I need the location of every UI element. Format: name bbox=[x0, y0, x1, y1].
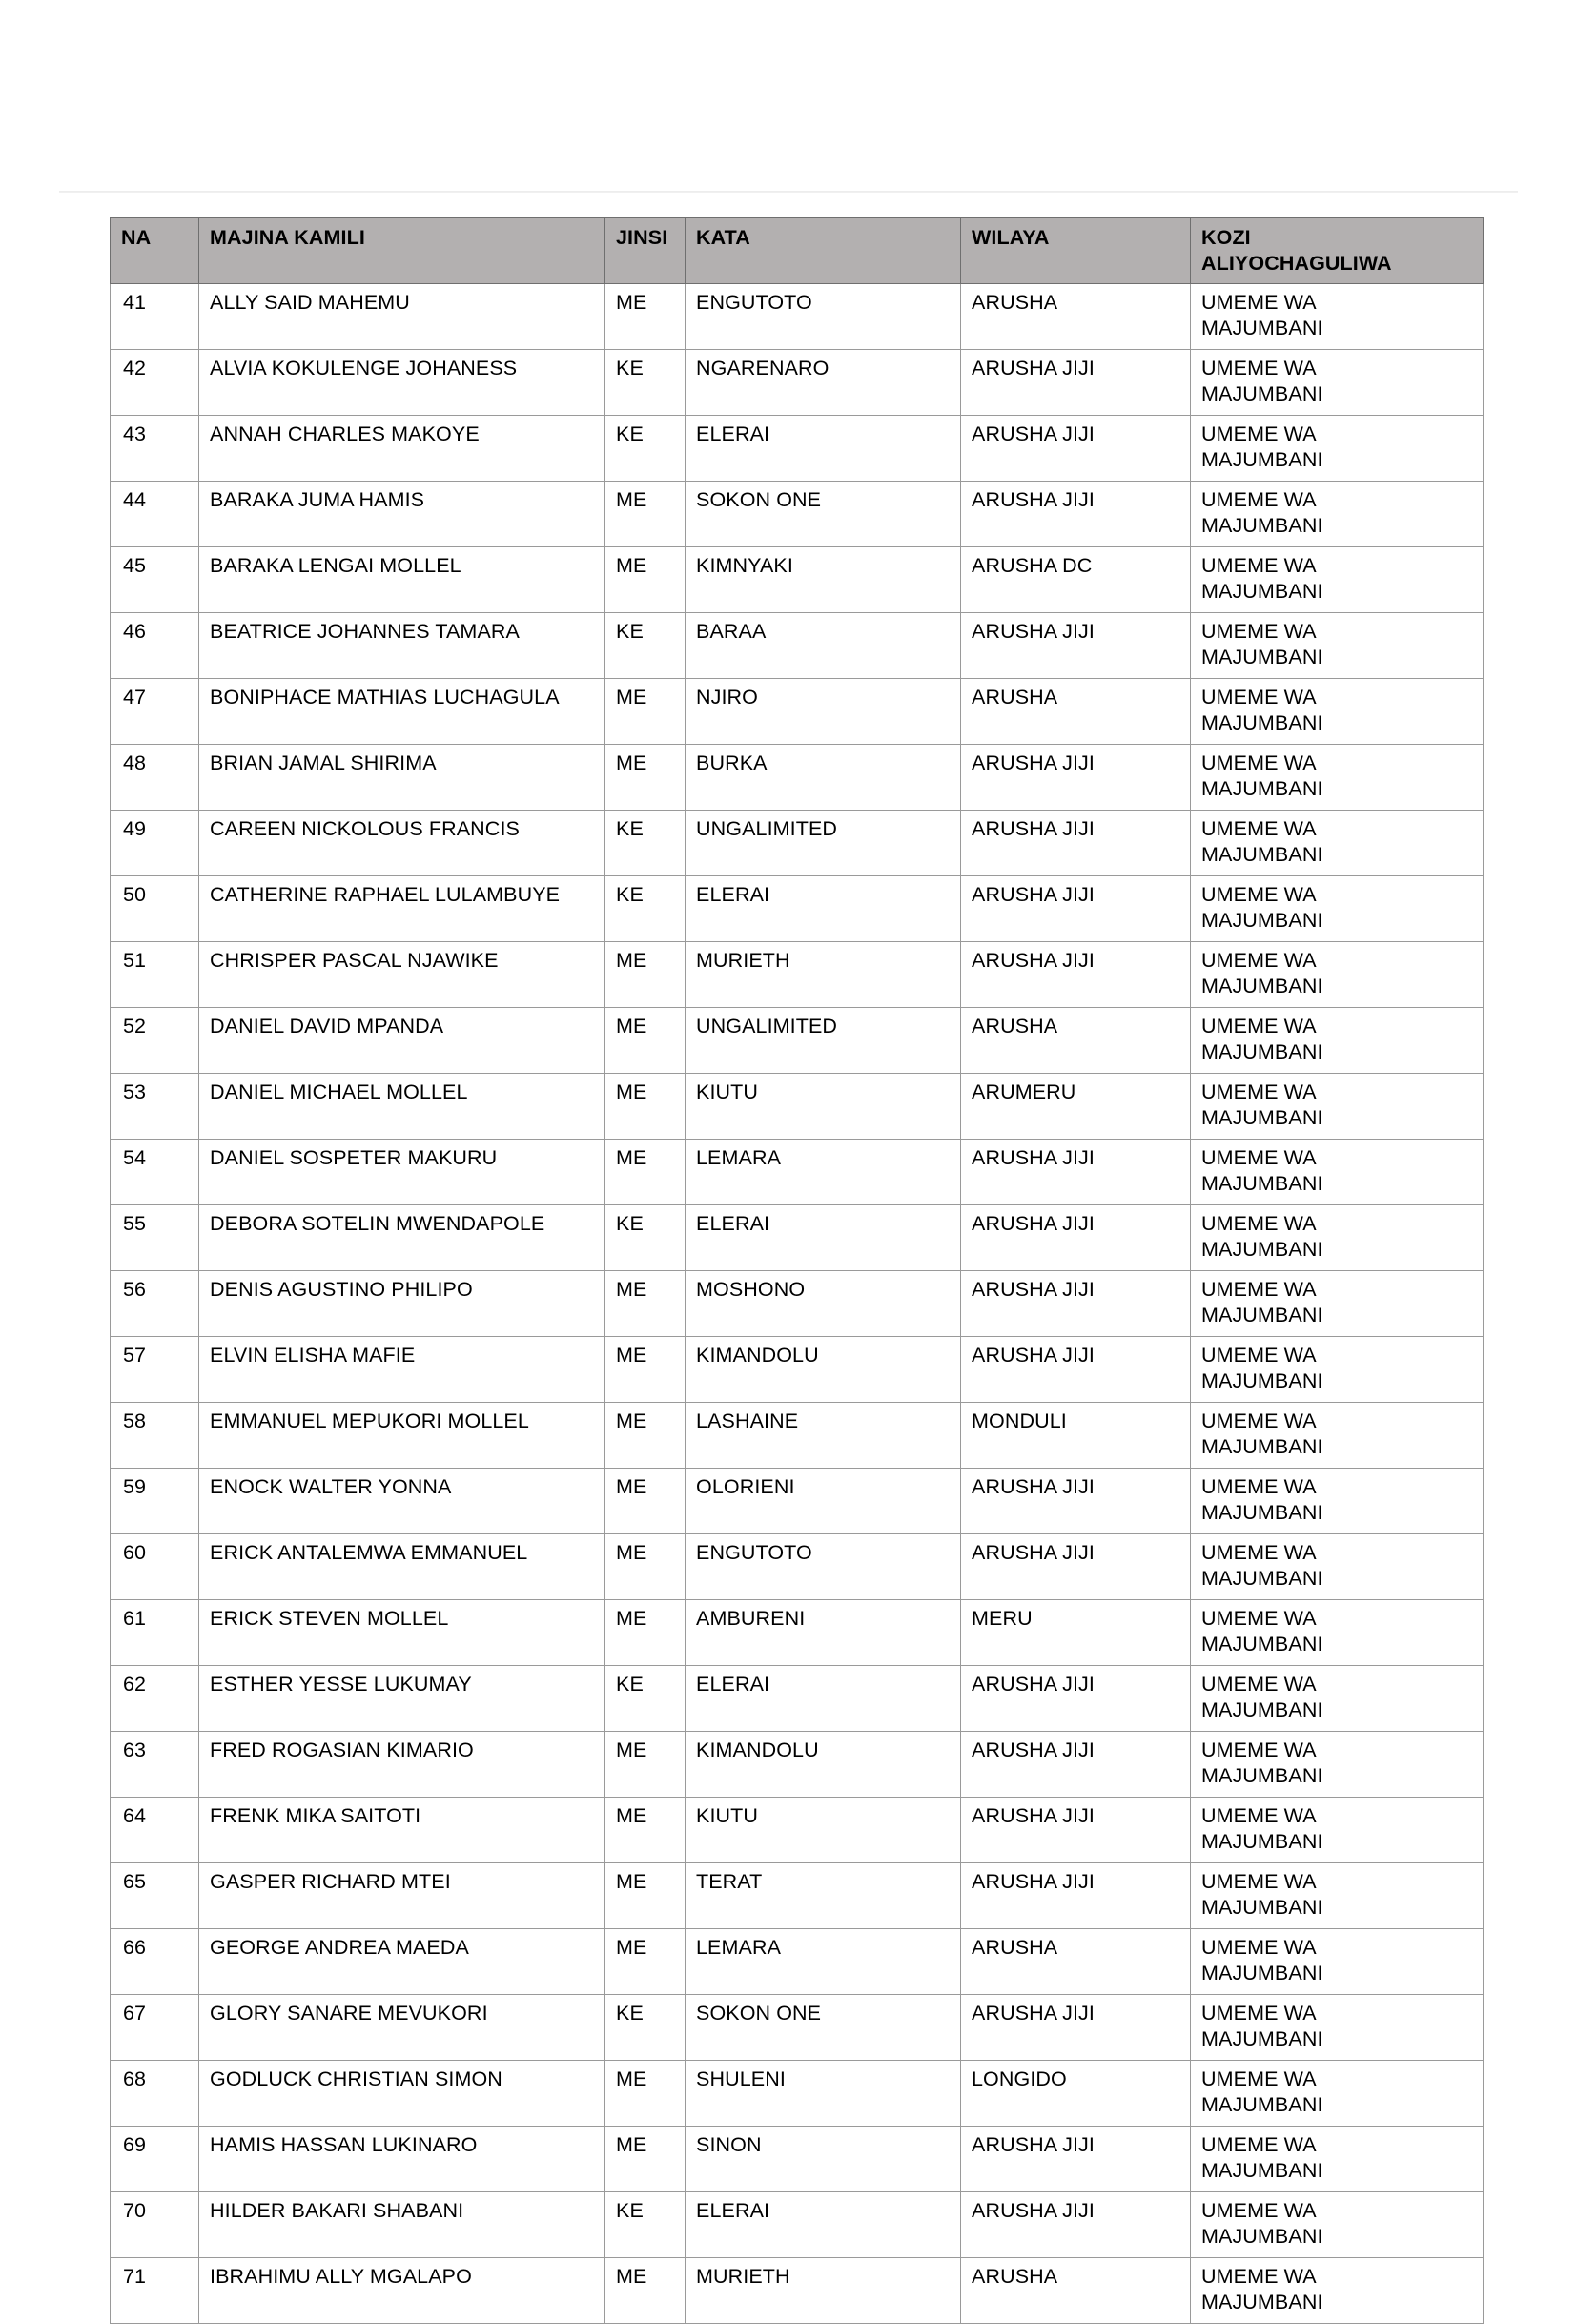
cell-district: ARUSHA JIJI bbox=[961, 1995, 1191, 2061]
cell-district: ARUSHA JIJI bbox=[961, 350, 1191, 416]
cell-selected-course-line2: MAJUMBANI bbox=[1201, 2093, 1323, 2116]
cell-selected-course bbox=[1191, 1929, 1484, 1995]
cell-district: ARUSHA bbox=[961, 284, 1191, 350]
cell-district: ARUSHA JIJI bbox=[961, 1863, 1191, 1929]
cell-gender: ME bbox=[605, 1140, 686, 1205]
cell-selected-course-line1: UMEME WA bbox=[1201, 1278, 1317, 1301]
table-row bbox=[111, 1469, 1484, 1534]
cell-selected-course-line2: MAJUMBANI bbox=[1201, 1172, 1323, 1195]
cell-selected-course-line2: MAJUMBANI bbox=[1201, 2225, 1323, 2248]
cell-full-name: GASPER RICHARD MTEI bbox=[199, 1863, 605, 1929]
table-body bbox=[111, 284, 1484, 2324]
cell-selected-course bbox=[1191, 547, 1484, 613]
table-row bbox=[111, 1863, 1484, 1929]
table-row bbox=[111, 1995, 1484, 2061]
cell-gender: ME bbox=[605, 284, 686, 350]
cell-serial-number: 53 bbox=[111, 1074, 199, 1140]
cell-selected-course-line1: UMEME WA bbox=[1201, 1673, 1317, 1696]
cell-district: ARUSHA JIJI bbox=[961, 1798, 1191, 1863]
cell-selected-course bbox=[1191, 2127, 1484, 2192]
cell-selected-course-line2: MAJUMBANI bbox=[1201, 1830, 1323, 1853]
cell-selected-course-line1: UMEME WA bbox=[1201, 1146, 1317, 1169]
cell-serial-number: 63 bbox=[111, 1732, 199, 1798]
cell-district: ARUSHA JIJI bbox=[961, 1140, 1191, 1205]
table-row bbox=[111, 1929, 1484, 1995]
table-row bbox=[111, 1008, 1484, 1074]
table-row bbox=[111, 547, 1484, 613]
cell-gender: ME bbox=[605, 1798, 686, 1863]
cell-ward: SOKON ONE bbox=[686, 482, 961, 547]
cell-district: ARUSHA JIJI bbox=[961, 811, 1191, 876]
page-top-rule bbox=[59, 191, 1518, 193]
table-row bbox=[111, 679, 1484, 745]
column-header-kata: KATA bbox=[686, 218, 961, 284]
cell-full-name: DANIEL SOSPETER MAKURU bbox=[199, 1140, 605, 1205]
cell-selected-course-line2: MAJUMBANI bbox=[1201, 1106, 1323, 1129]
cell-ward: UNGALIMITED bbox=[686, 1008, 961, 1074]
cell-serial-number: 67 bbox=[111, 1995, 199, 2061]
cell-gender: ME bbox=[605, 1534, 686, 1600]
table-row bbox=[111, 1403, 1484, 1469]
cell-selected-course-line2: MAJUMBANI bbox=[1201, 580, 1323, 603]
cell-selected-course-line1: UMEME WA bbox=[1201, 817, 1317, 840]
cell-ward: BURKA bbox=[686, 745, 961, 811]
cell-selected-course bbox=[1191, 1995, 1484, 2061]
roster-table-container bbox=[110, 217, 1483, 2324]
cell-full-name: GEORGE ANDREA MAEDA bbox=[199, 1929, 605, 1995]
cell-selected-course bbox=[1191, 350, 1484, 416]
cell-selected-course-line1: UMEME WA bbox=[1201, 2265, 1317, 2288]
cell-ward: UNGALIMITED bbox=[686, 811, 961, 876]
cell-serial-number: 50 bbox=[111, 876, 199, 942]
cell-serial-number: 58 bbox=[111, 1403, 199, 1469]
cell-serial-number: 54 bbox=[111, 1140, 199, 1205]
cell-selected-course-line1: UMEME WA bbox=[1201, 1409, 1317, 1432]
cell-selected-course-line1: UMEME WA bbox=[1201, 949, 1317, 972]
cell-ward: MURIETH bbox=[686, 2258, 961, 2324]
cell-ward: NGARENARO bbox=[686, 350, 961, 416]
cell-serial-number: 61 bbox=[111, 1600, 199, 1666]
cell-district: ARUSHA JIJI bbox=[961, 1271, 1191, 1337]
cell-serial-number: 66 bbox=[111, 1929, 199, 1995]
cell-selected-course-line1: UMEME WA bbox=[1201, 1080, 1317, 1103]
cell-selected-course-line1: UMEME WA bbox=[1201, 1015, 1317, 1038]
cell-gender: KE bbox=[605, 350, 686, 416]
cell-full-name: IBRAHIMU ALLY MGALAPO bbox=[199, 2258, 605, 2324]
column-header-wilaya: WILAYA bbox=[961, 218, 1191, 284]
cell-gender: KE bbox=[605, 811, 686, 876]
cell-serial-number: 42 bbox=[111, 350, 199, 416]
cell-serial-number: 57 bbox=[111, 1337, 199, 1403]
cell-ward: ELERAI bbox=[686, 2192, 961, 2258]
table-row bbox=[111, 482, 1484, 547]
cell-selected-course-line2: MAJUMBANI bbox=[1201, 1040, 1323, 1063]
cell-district: ARUSHA JIJI bbox=[961, 2127, 1191, 2192]
cell-gender: ME bbox=[605, 679, 686, 745]
cell-district: ARUMERU bbox=[961, 1074, 1191, 1140]
cell-selected-course-line2: MAJUMBANI bbox=[1201, 2027, 1323, 2050]
cell-district: ARUSHA JIJI bbox=[961, 416, 1191, 482]
cell-selected-course-line1: UMEME WA bbox=[1201, 1344, 1317, 1367]
cell-ward: KIUTU bbox=[686, 1798, 961, 1863]
cell-selected-course-line2: MAJUMBANI bbox=[1201, 1369, 1323, 1392]
cell-gender: ME bbox=[605, 547, 686, 613]
cell-selected-course-line1: UMEME WA bbox=[1201, 883, 1317, 906]
cell-ward: SHULENI bbox=[686, 2061, 961, 2127]
cell-full-name: ERICK STEVEN MOLLEL bbox=[199, 1600, 605, 1666]
cell-selected-course-line2: MAJUMBANI bbox=[1201, 2291, 1323, 2314]
table-row bbox=[111, 942, 1484, 1008]
cell-serial-number: 51 bbox=[111, 942, 199, 1008]
cell-ward: LEMARA bbox=[686, 1140, 961, 1205]
cell-ward: ENGUTOTO bbox=[686, 284, 961, 350]
cell-serial-number: 44 bbox=[111, 482, 199, 547]
cell-serial-number: 59 bbox=[111, 1469, 199, 1534]
cell-selected-course bbox=[1191, 1008, 1484, 1074]
cell-full-name: ALVIA KOKULENGE JOHANESS bbox=[199, 350, 605, 416]
cell-district: LONGIDO bbox=[961, 2061, 1191, 2127]
cell-full-name: FRED ROGASIAN KIMARIO bbox=[199, 1732, 605, 1798]
cell-district: ARUSHA JIJI bbox=[961, 942, 1191, 1008]
cell-gender: ME bbox=[605, 2061, 686, 2127]
cell-selected-course bbox=[1191, 811, 1484, 876]
cell-selected-course-line1: UMEME WA bbox=[1201, 2067, 1317, 2090]
cell-selected-course-line1: UMEME WA bbox=[1201, 1212, 1317, 1235]
cell-district: ARUSHA bbox=[961, 2258, 1191, 2324]
cell-full-name: HILDER BAKARI SHABANI bbox=[199, 2192, 605, 2258]
cell-ward: KIMNYAKI bbox=[686, 547, 961, 613]
cell-gender: ME bbox=[605, 2127, 686, 2192]
table-row bbox=[111, 1600, 1484, 1666]
cell-selected-course-line1: UMEME WA bbox=[1201, 357, 1317, 380]
column-header-na: NA bbox=[111, 218, 199, 284]
cell-serial-number: 43 bbox=[111, 416, 199, 482]
cell-selected-course bbox=[1191, 482, 1484, 547]
cell-full-name: CHRISPER PASCAL NJAWIKE bbox=[199, 942, 605, 1008]
cell-selected-course-line1: UMEME WA bbox=[1201, 2002, 1317, 2025]
cell-serial-number: 56 bbox=[111, 1271, 199, 1337]
cell-full-name: BONIPHACE MATHIAS LUCHAGULA bbox=[199, 679, 605, 745]
cell-selected-course-line2: MAJUMBANI bbox=[1201, 2159, 1323, 2182]
cell-selected-course bbox=[1191, 1600, 1484, 1666]
cell-selected-course bbox=[1191, 1666, 1484, 1732]
cell-selected-course bbox=[1191, 613, 1484, 679]
cell-district: ARUSHA JIJI bbox=[961, 482, 1191, 547]
cell-selected-course-line2: MAJUMBANI bbox=[1201, 1435, 1323, 1458]
cell-full-name: GODLUCK CHRISTIAN SIMON bbox=[199, 2061, 605, 2127]
table-row bbox=[111, 1534, 1484, 1600]
cell-selected-course-line2: MAJUMBANI bbox=[1201, 777, 1323, 800]
cell-gender: ME bbox=[605, 1600, 686, 1666]
cell-full-name: BARAKA JUMA HAMIS bbox=[199, 482, 605, 547]
cell-serial-number: 62 bbox=[111, 1666, 199, 1732]
cell-full-name: CATHERINE RAPHAEL LULAMBUYE bbox=[199, 876, 605, 942]
cell-district: ARUSHA JIJI bbox=[961, 1534, 1191, 1600]
cell-selected-course-line2: MAJUMBANI bbox=[1201, 1633, 1323, 1656]
column-header-kozi-line2: ALIYOCHAGULIWA bbox=[1201, 252, 1392, 275]
table-row bbox=[111, 1271, 1484, 1337]
cell-selected-course-line1: UMEME WA bbox=[1201, 2199, 1317, 2222]
cell-selected-course-line1: UMEME WA bbox=[1201, 1738, 1317, 1761]
cell-ward: OLORIENI bbox=[686, 1469, 961, 1534]
cell-full-name: ENOCK WALTER YONNA bbox=[199, 1469, 605, 1534]
cell-selected-course-line2: MAJUMBANI bbox=[1201, 711, 1323, 734]
cell-selected-course-line2: MAJUMBANI bbox=[1201, 1501, 1323, 1524]
table-row bbox=[111, 1798, 1484, 1863]
table-header bbox=[111, 218, 1484, 284]
cell-serial-number: 46 bbox=[111, 613, 199, 679]
cell-serial-number: 48 bbox=[111, 745, 199, 811]
table-row bbox=[111, 416, 1484, 482]
cell-selected-course bbox=[1191, 1798, 1484, 1863]
cell-ward: MURIETH bbox=[686, 942, 961, 1008]
cell-ward: NJIRO bbox=[686, 679, 961, 745]
cell-ward: TERAT bbox=[686, 1863, 961, 1929]
cell-full-name: DEBORA SOTELIN MWENDAPOLE bbox=[199, 1205, 605, 1271]
cell-ward: MOSHONO bbox=[686, 1271, 961, 1337]
cell-district: MERU bbox=[961, 1600, 1191, 1666]
cell-full-name: BRIAN JAMAL SHIRIMA bbox=[199, 745, 605, 811]
cell-ward: LEMARA bbox=[686, 1929, 961, 1995]
cell-district: ARUSHA JIJI bbox=[961, 1666, 1191, 1732]
cell-district: ARUSHA JIJI bbox=[961, 2192, 1191, 2258]
column-header-kozi-aliyochaguliwa bbox=[1191, 218, 1484, 284]
cell-selected-course bbox=[1191, 1534, 1484, 1600]
table-row bbox=[111, 745, 1484, 811]
cell-selected-course-line1: UMEME WA bbox=[1201, 1870, 1317, 1893]
cell-full-name: CAREEN NICKOLOUS FRANCIS bbox=[199, 811, 605, 876]
cell-district: ARUSHA bbox=[961, 1929, 1191, 1995]
cell-serial-number: 71 bbox=[111, 2258, 199, 2324]
cell-gender: ME bbox=[605, 1271, 686, 1337]
cell-gender: ME bbox=[605, 1074, 686, 1140]
cell-selected-course bbox=[1191, 1271, 1484, 1337]
cell-district: ARUSHA JIJI bbox=[961, 1205, 1191, 1271]
cell-selected-course-line1: UMEME WA bbox=[1201, 422, 1317, 445]
table-row bbox=[111, 876, 1484, 942]
cell-district: MONDULI bbox=[961, 1403, 1191, 1469]
cell-full-name: ALLY SAID MAHEMU bbox=[199, 284, 605, 350]
cell-ward: KIMANDOLU bbox=[686, 1732, 961, 1798]
cell-gender: ME bbox=[605, 942, 686, 1008]
cell-selected-course bbox=[1191, 1863, 1484, 1929]
cell-gender: ME bbox=[605, 1929, 686, 1995]
cell-selected-course bbox=[1191, 1469, 1484, 1534]
cell-ward: ELERAI bbox=[686, 876, 961, 942]
column-header-jinsi: JINSI bbox=[605, 218, 686, 284]
cell-gender: KE bbox=[605, 2192, 686, 2258]
cell-selected-course-line1: UMEME WA bbox=[1201, 291, 1317, 314]
cell-selected-course bbox=[1191, 1337, 1484, 1403]
column-header-kozi-line1: KOZI bbox=[1201, 226, 1251, 249]
cell-gender: KE bbox=[605, 1205, 686, 1271]
cell-ward: BARAA bbox=[686, 613, 961, 679]
cell-district: ARUSHA DC bbox=[961, 547, 1191, 613]
cell-selected-course-line2: MAJUMBANI bbox=[1201, 514, 1323, 537]
cell-serial-number: 65 bbox=[111, 1863, 199, 1929]
cell-selected-course bbox=[1191, 1074, 1484, 1140]
cell-selected-course-line1: UMEME WA bbox=[1201, 1475, 1317, 1498]
cell-ward: KIUTU bbox=[686, 1074, 961, 1140]
cell-selected-course-line2: MAJUMBANI bbox=[1201, 1962, 1323, 1985]
table-row bbox=[111, 811, 1484, 876]
cell-serial-number: 64 bbox=[111, 1798, 199, 1863]
cell-district: ARUSHA JIJI bbox=[961, 745, 1191, 811]
table-row bbox=[111, 2192, 1484, 2258]
cell-district: ARUSHA JIJI bbox=[961, 1337, 1191, 1403]
cell-selected-course bbox=[1191, 284, 1484, 350]
cell-gender: ME bbox=[605, 1732, 686, 1798]
cell-selected-course-line2: MAJUMBANI bbox=[1201, 1567, 1323, 1590]
table-header-row bbox=[111, 218, 1484, 284]
cell-selected-course bbox=[1191, 2258, 1484, 2324]
cell-selected-course-line1: UMEME WA bbox=[1201, 1607, 1317, 1630]
cell-selected-course bbox=[1191, 1403, 1484, 1469]
cell-gender: ME bbox=[605, 482, 686, 547]
cell-district: ARUSHA bbox=[961, 1008, 1191, 1074]
table-row bbox=[111, 2127, 1484, 2192]
cell-ward: LASHAINE bbox=[686, 1403, 961, 1469]
cell-selected-course-line1: UMEME WA bbox=[1201, 686, 1317, 709]
cell-selected-course-line1: UMEME WA bbox=[1201, 488, 1317, 511]
table-row bbox=[111, 2258, 1484, 2324]
cell-serial-number: 68 bbox=[111, 2061, 199, 2127]
cell-full-name: DANIEL MICHAEL MOLLEL bbox=[199, 1074, 605, 1140]
cell-ward: ELERAI bbox=[686, 1205, 961, 1271]
cell-district: ARUSHA JIJI bbox=[961, 876, 1191, 942]
cell-gender: ME bbox=[605, 745, 686, 811]
cell-selected-course-line1: UMEME WA bbox=[1201, 751, 1317, 774]
cell-gender: ME bbox=[605, 1008, 686, 1074]
cell-district: ARUSHA JIJI bbox=[961, 1469, 1191, 1534]
cell-district: ARUSHA JIJI bbox=[961, 613, 1191, 679]
column-header-majina-kamili: MAJINA KAMILI bbox=[199, 218, 605, 284]
cell-ward: ENGUTOTO bbox=[686, 1534, 961, 1600]
cell-selected-course-line2: MAJUMBANI bbox=[1201, 317, 1323, 339]
cell-selected-course bbox=[1191, 942, 1484, 1008]
cell-serial-number: 41 bbox=[111, 284, 199, 350]
cell-selected-course bbox=[1191, 2061, 1484, 2127]
cell-full-name: BARAKA LENGAI MOLLEL bbox=[199, 547, 605, 613]
table-row bbox=[111, 1666, 1484, 1732]
table-row bbox=[111, 613, 1484, 679]
cell-serial-number: 55 bbox=[111, 1205, 199, 1271]
table-row bbox=[111, 2061, 1484, 2127]
table-row bbox=[111, 1732, 1484, 1798]
cell-gender: ME bbox=[605, 1469, 686, 1534]
cell-serial-number: 49 bbox=[111, 811, 199, 876]
cell-gender: KE bbox=[605, 613, 686, 679]
cell-full-name: DENIS AGUSTINO PHILIPO bbox=[199, 1271, 605, 1337]
cell-gender: ME bbox=[605, 2258, 686, 2324]
cell-full-name: ANNAH CHARLES MAKOYE bbox=[199, 416, 605, 482]
cell-district: ARUSHA JIJI bbox=[961, 1732, 1191, 1798]
cell-gender: KE bbox=[605, 416, 686, 482]
cell-selected-course bbox=[1191, 876, 1484, 942]
cell-selected-course-line1: UMEME WA bbox=[1201, 1541, 1317, 1564]
table-row bbox=[111, 1140, 1484, 1205]
cell-selected-course-line1: UMEME WA bbox=[1201, 1936, 1317, 1959]
cell-serial-number: 52 bbox=[111, 1008, 199, 1074]
cell-selected-course bbox=[1191, 1140, 1484, 1205]
cell-selected-course-line2: MAJUMBANI bbox=[1201, 1304, 1323, 1327]
cell-selected-course-line2: MAJUMBANI bbox=[1201, 843, 1323, 866]
cell-serial-number: 69 bbox=[111, 2127, 199, 2192]
cell-serial-number: 60 bbox=[111, 1534, 199, 1600]
cell-ward: ELERAI bbox=[686, 1666, 961, 1732]
cell-selected-course-line2: MAJUMBANI bbox=[1201, 1764, 1323, 1787]
cell-selected-course-line1: UMEME WA bbox=[1201, 554, 1317, 577]
table-row bbox=[111, 1205, 1484, 1271]
cell-district: ARUSHA bbox=[961, 679, 1191, 745]
cell-gender: KE bbox=[605, 876, 686, 942]
cell-gender: ME bbox=[605, 1403, 686, 1469]
cell-full-name: DANIEL DAVID MPANDA bbox=[199, 1008, 605, 1074]
cell-selected-course-line2: MAJUMBANI bbox=[1201, 1896, 1323, 1919]
cell-serial-number: 45 bbox=[111, 547, 199, 613]
cell-selected-course bbox=[1191, 2192, 1484, 2258]
cell-selected-course bbox=[1191, 416, 1484, 482]
table-row bbox=[111, 350, 1484, 416]
cell-gender: ME bbox=[605, 1863, 686, 1929]
table-row bbox=[111, 1074, 1484, 1140]
cell-selected-course-line2: MAJUMBANI bbox=[1201, 1698, 1323, 1721]
cell-selected-course bbox=[1191, 1205, 1484, 1271]
cell-ward: AMBURENI bbox=[686, 1600, 961, 1666]
cell-ward: ELERAI bbox=[686, 416, 961, 482]
cell-full-name: FRENK MIKA SAITOTI bbox=[199, 1798, 605, 1863]
cell-full-name: BEATRICE JOHANNES TAMARA bbox=[199, 613, 605, 679]
cell-selected-course-line2: MAJUMBANI bbox=[1201, 646, 1323, 668]
candidates-roster-table bbox=[110, 217, 1484, 2324]
cell-ward: SOKON ONE bbox=[686, 1995, 961, 2061]
cell-gender: ME bbox=[605, 1337, 686, 1403]
cell-full-name: ELVIN ELISHA MAFIE bbox=[199, 1337, 605, 1403]
cell-full-name: EMMANUEL MEPUKORI MOLLEL bbox=[199, 1403, 605, 1469]
cell-selected-course-line1: UMEME WA bbox=[1201, 2133, 1317, 2156]
cell-full-name: GLORY SANARE MEVUKORI bbox=[199, 1995, 605, 2061]
cell-selected-course-line2: MAJUMBANI bbox=[1201, 975, 1323, 997]
cell-selected-course bbox=[1191, 745, 1484, 811]
cell-selected-course-line2: MAJUMBANI bbox=[1201, 448, 1323, 471]
cell-gender: KE bbox=[605, 1666, 686, 1732]
cell-selected-course bbox=[1191, 679, 1484, 745]
cell-selected-course-line2: MAJUMBANI bbox=[1201, 1238, 1323, 1261]
cell-serial-number: 47 bbox=[111, 679, 199, 745]
table-row bbox=[111, 284, 1484, 350]
cell-full-name: ESTHER YESSE LUKUMAY bbox=[199, 1666, 605, 1732]
cell-gender: KE bbox=[605, 1995, 686, 2061]
cell-selected-course-line2: MAJUMBANI bbox=[1201, 909, 1323, 932]
cell-ward: SINON bbox=[686, 2127, 961, 2192]
cell-serial-number: 70 bbox=[111, 2192, 199, 2258]
cell-selected-course bbox=[1191, 1732, 1484, 1798]
cell-ward: KIMANDOLU bbox=[686, 1337, 961, 1403]
cell-selected-course-line2: MAJUMBANI bbox=[1201, 382, 1323, 405]
cell-full-name: ERICK ANTALEMWA EMMANUEL bbox=[199, 1534, 605, 1600]
cell-selected-course-line1: UMEME WA bbox=[1201, 1804, 1317, 1827]
table-row bbox=[111, 1337, 1484, 1403]
cell-full-name: HAMIS HASSAN LUKINARO bbox=[199, 2127, 605, 2192]
cell-selected-course-line1: UMEME WA bbox=[1201, 620, 1317, 643]
